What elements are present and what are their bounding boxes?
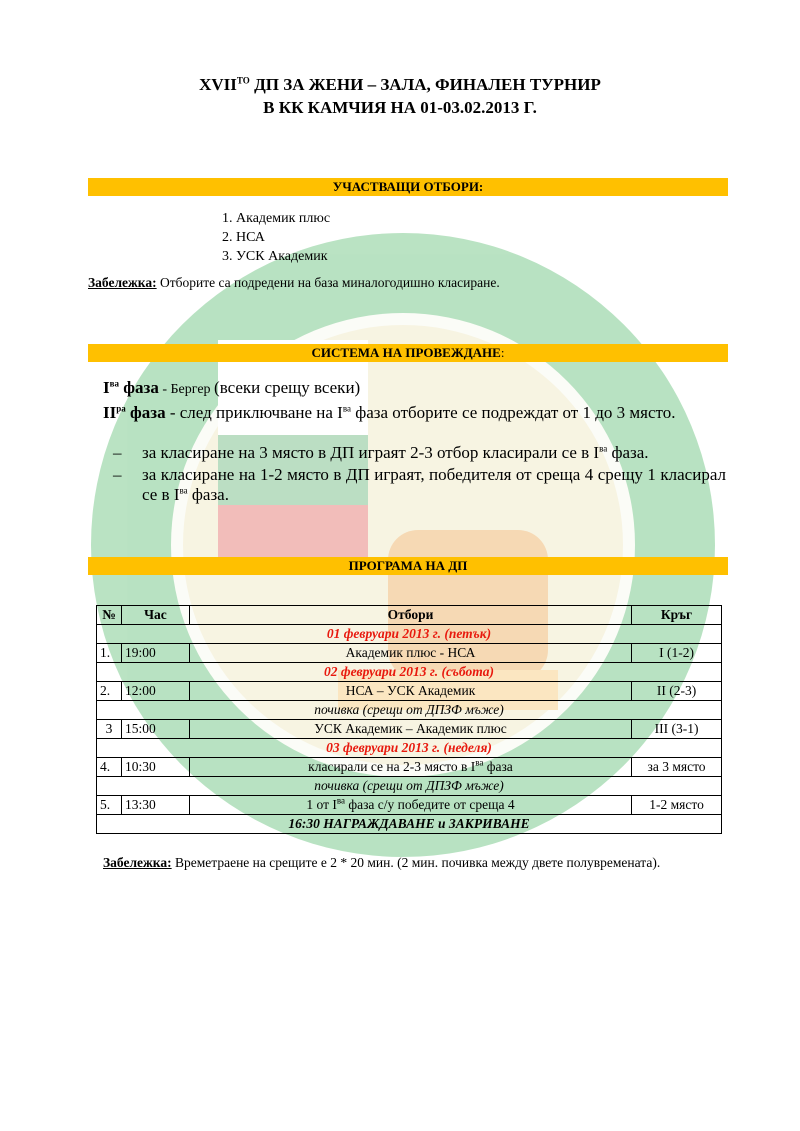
teams-list	[200, 209, 330, 266]
closing-row	[97, 815, 722, 834]
match-time: 12:00	[121, 682, 189, 701]
table-header-row	[97, 606, 722, 625]
list-item: 3. УСК Академик	[236, 247, 330, 266]
column-header-time: Час	[121, 606, 189, 625]
column-header-number: №	[97, 606, 122, 625]
match-time: 15:00	[121, 720, 189, 739]
match-teams: Академик плюс - НСА	[189, 644, 631, 663]
date-cell: 02 февруари 2013 г. (събота)	[97, 663, 722, 682]
dash-marker: –	[113, 443, 122, 462]
teams-note: Забележка: Отборите са подредени на база миналогодишно класиране.	[88, 275, 500, 290]
teams-section-heading: УЧАСТВАЩИ ОТБОРИ:	[88, 178, 728, 196]
match-teams: 1 от $I^{ва}$ фаза с/у победите от среща 4	[189, 796, 631, 815]
document-title-line1: $XVII^{ТО}$ ДП ЗА ЖЕНИ – ЗАЛА, ФИНАЛЕН ТУРНИР	[199, 75, 601, 94]
match-number: 3	[97, 720, 122, 739]
table-row	[97, 644, 722, 663]
table-row	[97, 758, 722, 777]
match-round: II (2-3)	[632, 682, 722, 701]
column-header-teams: Отбори	[189, 606, 631, 625]
rest-row	[97, 701, 722, 720]
match-round: 1-2 място	[632, 796, 722, 815]
column-header-round: Кръг	[632, 606, 722, 625]
list-item: 1. Академик плюс	[236, 209, 330, 228]
match-number: 2.	[97, 682, 122, 701]
phase2-bullet-first-place: – за класиране на 1-2 място в ДП играят, победителя от среща 4 срещу 1 класирал се в $I^{ва}$ фаза.	[113, 465, 726, 504]
program-table	[96, 605, 722, 834]
match-time: 19:00	[121, 644, 189, 663]
match-time: 13:30	[121, 796, 189, 815]
list-item: 2. НСА	[236, 228, 330, 247]
table-row	[97, 720, 722, 739]
table-row	[97, 796, 722, 815]
date-row	[97, 625, 722, 644]
dash-marker: –	[113, 465, 122, 484]
match-round: III (3-1)	[632, 720, 722, 739]
rest-cell: почивка (срещи от ДПЗФ мъже)	[97, 777, 722, 796]
system-section-heading: СИСТЕМА НА ПРОВЕЖДАНЕ:	[88, 344, 728, 362]
match-number: 4.	[97, 758, 122, 777]
table-row	[97, 682, 722, 701]
rest-cell: почивка (срещи от ДПЗФ мъже)	[97, 701, 722, 720]
closing-cell: 16:30 НАГРАЖДАВАНЕ и ЗАКРИВАНЕ	[97, 815, 722, 834]
date-cell: 03 февруари 2013 г. (неделя)	[97, 739, 722, 758]
date-cell: 01 февруари 2013 г. (петък)	[97, 625, 722, 644]
document-title-line2: В КК КАМЧИЯ НА 01-03.02.2013 Г.	[263, 98, 537, 117]
program-section-heading: ПРОГРАМА НА ДП	[88, 557, 728, 575]
date-row	[97, 739, 722, 758]
match-teams: НСА – УСК Академик	[189, 682, 631, 701]
phase2-description: $II^{ра}$ фаза - след приключване на $I^{ва}$ фаза отборите се подреждат от 1 до 3 място.	[103, 403, 676, 422]
phase2-bullet-third-place: – за класиране на 3 място в ДП играят 2-3 отбор класирали се в $I^{ва}$ фаза.	[113, 443, 649, 462]
match-round: I (1-2)	[632, 644, 722, 663]
match-number: 5.	[97, 796, 122, 815]
rest-row	[97, 777, 722, 796]
match-teams: УСК Академик – Академик плюс	[189, 720, 631, 739]
duration-note: Забележка: Времетраене на срещите е 2 * 20 мин. (2 мин. почивка между двете полувремената).	[103, 855, 661, 870]
match-round: за 3 място	[632, 758, 722, 777]
match-teams: класирали се на 2-3 място в $I^{ва}$ фаза	[189, 758, 631, 777]
match-number: 1.	[97, 644, 122, 663]
match-time: 10:30	[121, 758, 189, 777]
date-row	[97, 663, 722, 682]
phase1-description: $I^{ва}$ фаза - Бергер (всеки срещу всеки)	[103, 378, 361, 397]
